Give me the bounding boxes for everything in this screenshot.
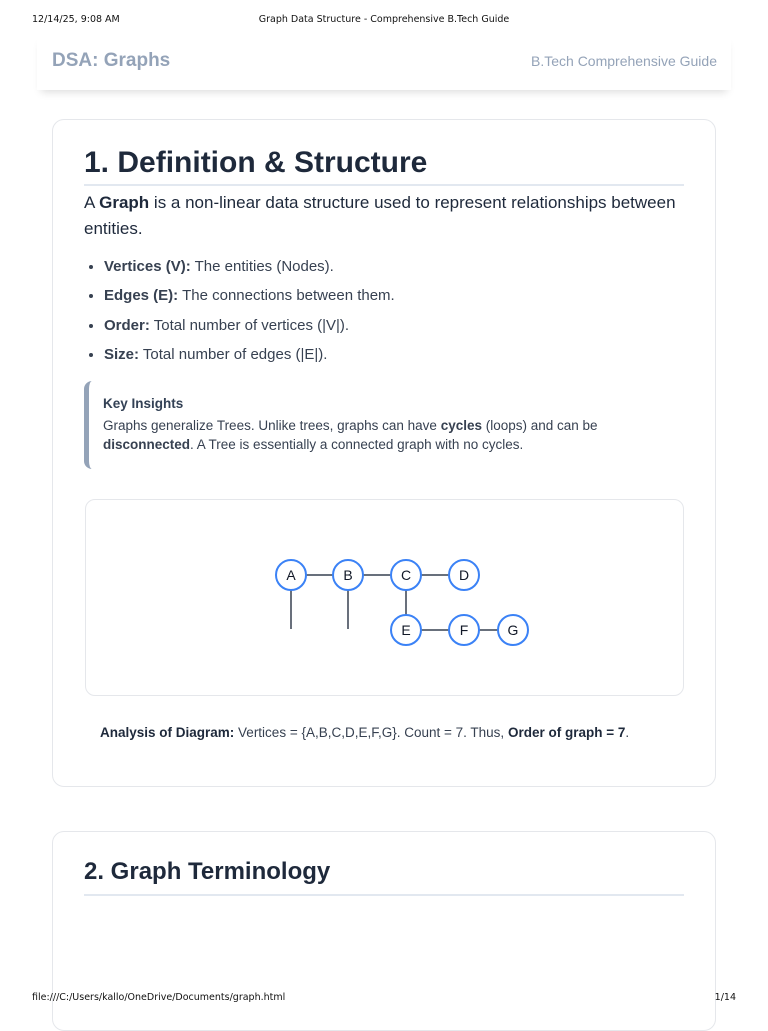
callout-text-part: Graphs generalize Trees. Unlike trees, graphs can have (103, 418, 441, 433)
header-tagline: B.Tech Comprehensive Guide (531, 53, 717, 69)
list-item-term: Edges (E): (104, 287, 179, 305)
list-item (104, 256, 395, 285)
print-url: file:///C:/Users/kallo/OneDrive/Documents/graph.html (32, 992, 286, 1003)
definition-list (84, 256, 395, 373)
graph-node-c (391, 560, 421, 590)
list-item-text: The entities (Nodes). (190, 258, 334, 275)
analysis-text: Vertices = {A,B,C,D,E,F,G}. Count = 7. Thus, (234, 725, 508, 740)
print-page-number: 1/14 (714, 992, 736, 1003)
graph-diagram (86, 500, 687, 695)
graph-node-label: F (459, 622, 469, 638)
callout-bold-term: cycles (440, 418, 482, 433)
key-insights-callout (84, 381, 684, 469)
intro-bold-term: Graph (99, 193, 150, 212)
list-item-term: Size: (104, 345, 140, 363)
print-header (32, 14, 736, 28)
graph-node-label: G (507, 622, 519, 638)
graph-node-label: A (286, 567, 296, 583)
graph-diagram-container (85, 499, 684, 696)
list-item (104, 285, 395, 314)
site-header (37, 34, 731, 90)
graph-node-label: D (458, 567, 470, 583)
graph-node-b (333, 560, 363, 590)
callout-text-part: . A Tree is essentially a connected graph with no cycles. (190, 436, 524, 452)
print-footer (32, 992, 736, 1006)
list-item-text: The connections between them. (178, 287, 395, 305)
graph-node-e (391, 615, 421, 645)
graph-node-label: C (400, 567, 412, 583)
diagram-analysis (100, 725, 629, 740)
graph-node-label: B (343, 567, 353, 583)
list-item-text: Total number of edges (|E|). (139, 345, 328, 363)
list-item (104, 344, 395, 373)
callout-text (103, 417, 684, 454)
callout-text-part: (loops) and can be (481, 418, 598, 433)
intro-suffix: is a non-linear data structure used to represent relationships between entities. (84, 193, 676, 238)
list-item-term: Vertices (V): (104, 258, 191, 275)
list-item-term: Order: (104, 316, 150, 334)
graph-node-d (449, 560, 479, 590)
section-definition-card (52, 119, 716, 787)
analysis-end: . (625, 725, 630, 740)
print-datetime: 12/14/25, 9:08 AM (32, 14, 120, 25)
graph-node-g (498, 615, 528, 645)
list-item-text: Total number of vertices (|V|). (149, 316, 350, 334)
graph-node-a (276, 560, 306, 590)
intro-paragraph (84, 190, 684, 242)
analysis-label: Analysis of Diagram: (100, 725, 235, 740)
section-title: 1. Definition & Structure (84, 146, 684, 186)
callout-title: Key Insights (103, 396, 184, 411)
intro-prefix: A (84, 193, 100, 212)
graph-node-label: E (401, 622, 411, 638)
section-title: 2. Graph Terminology (84, 858, 684, 896)
graph-node-f (449, 615, 479, 645)
brand-title[interactable]: DSA: Graphs (52, 50, 171, 71)
callout-bold-term: disconnected (103, 436, 191, 452)
print-document-title: Graph Data Structure - Comprehensive B.Tech Guide (258, 14, 510, 25)
analysis-bold-result: Order of graph = 7 (507, 725, 626, 740)
list-item (104, 315, 395, 344)
